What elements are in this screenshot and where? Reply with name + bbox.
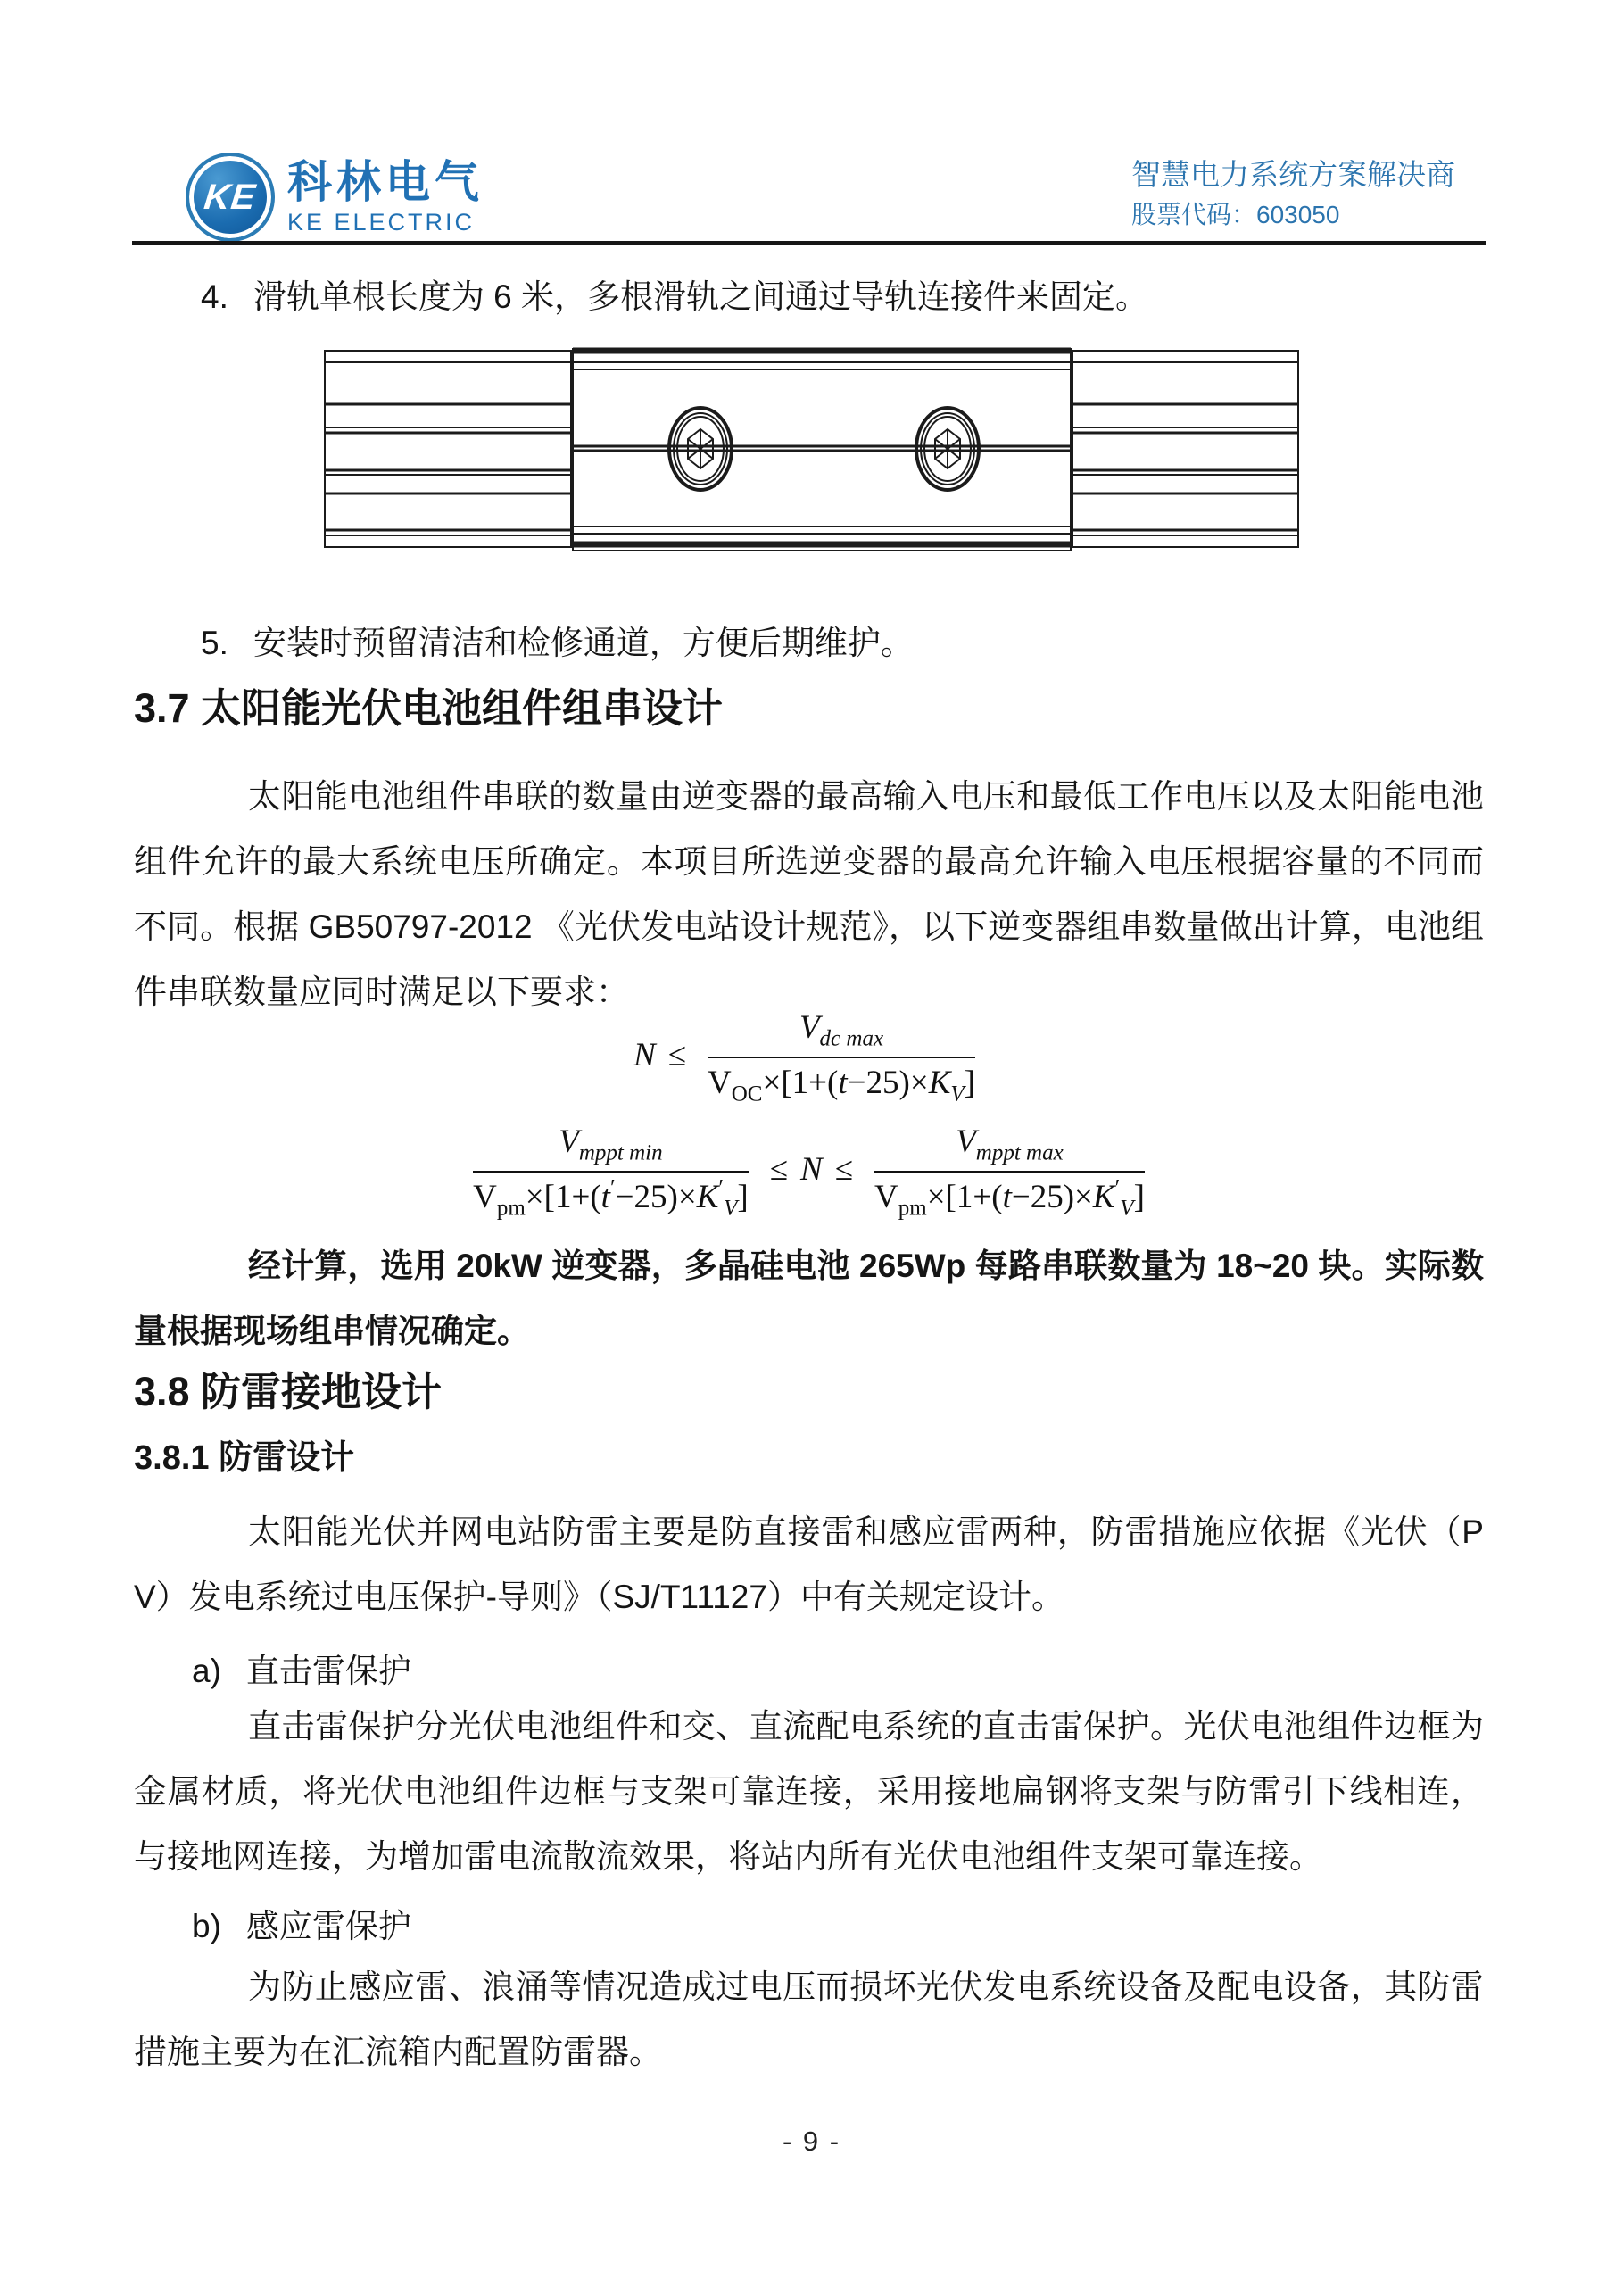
- k-prime: ′: [718, 1175, 725, 1202]
- list-item-4-marker: 4.: [201, 278, 228, 315]
- k-sub: V: [1120, 1196, 1134, 1221]
- den-open: ×[1+(: [926, 1179, 1003, 1216]
- list-item-b-marker: b): [192, 1908, 221, 1944]
- page-header: [0, 0, 1623, 261]
- paragraph-lightning-intro: 太阳能光伏并网电站防雷主要是防直接雷和感应雷两种，防雷措施应依据《光伏（PV）发电系统过电压保护-导则》（SJ/T11127）中有关规定设计。: [134, 1513, 1484, 1615]
- formula-series-count-range: [134, 1123, 1484, 1222]
- k-var: K: [696, 1179, 719, 1216]
- left-rail: [325, 351, 571, 547]
- k-prime: ′: [1114, 1175, 1121, 1202]
- v-dcmax: V: [799, 1009, 820, 1046]
- t-var: t: [1002, 1179, 1012, 1216]
- formula-n: N: [800, 1150, 823, 1188]
- bolt-icon: [916, 408, 979, 490]
- den-open: ×[1+(: [525, 1179, 601, 1216]
- v-oc-sub: OC: [731, 1082, 763, 1107]
- brand-name-en: KE ELECTRIC: [287, 209, 476, 236]
- v-pm: V: [473, 1179, 497, 1216]
- den-close: ]: [1133, 1179, 1145, 1216]
- v-oc: V: [708, 1065, 732, 1102]
- v-mpptmin: V: [559, 1123, 579, 1160]
- formula-series-count-max: [134, 1008, 1484, 1107]
- v-pm-sub: pm: [496, 1196, 526, 1221]
- den-mid: −25)×: [1011, 1179, 1093, 1216]
- logo-monogram: KE: [202, 177, 259, 217]
- ke-electric-logo-icon: [186, 153, 275, 242]
- v-dcmax-sub: dc max: [819, 1026, 884, 1051]
- t-prime: ′: [609, 1175, 616, 1202]
- den-mid: −25)×: [615, 1179, 697, 1216]
- v-pm: V: [874, 1179, 898, 1216]
- k-var: K: [928, 1065, 951, 1102]
- list-item-b-text: 感应雷保护: [245, 1908, 411, 1944]
- list-item-5-text: 安装时预留清洁和检修通道，方便后期维护。: [253, 625, 914, 661]
- v-mpptmin-sub: mppt min: [578, 1140, 663, 1165]
- v-mpptmax-sub: mppt max: [975, 1140, 1064, 1165]
- brand-name-cn: 科林电气: [287, 157, 484, 207]
- k-sub: V: [724, 1196, 738, 1221]
- list-item-a-text: 直击雷保护: [245, 1653, 411, 1689]
- den-close: ]: [964, 1065, 975, 1102]
- den-close: ]: [737, 1179, 749, 1216]
- list-item-4: [201, 264, 1486, 329]
- den-mid: −25)×: [847, 1065, 929, 1102]
- leq-sign: ≤: [667, 1036, 686, 1073]
- right-rail: [1072, 351, 1298, 547]
- rail-connector-diagram: [323, 347, 1300, 551]
- page-number: - 9 -: [782, 2126, 841, 2157]
- section-heading-3-8-1: 3.8.1 防雷设计: [134, 1439, 355, 1477]
- list-item-5: [201, 610, 1486, 676]
- leq-sign: ≤: [834, 1150, 853, 1188]
- t-var: t: [600, 1179, 610, 1216]
- paragraph-string-design: 太阳能电池组件串联的数量由逆变器的最高输入电压和最低工作电压以及太阳能电池组件允许的最大系统电压所确定。本项目所选逆变器的最高允许输入电压根据容量的不同而不同。根据 GB50797-2012 《光伏发电站设计规范》，以下逆变器组串数量做出计算，电池组件串联数量应同时满足以下要求：: [134, 778, 1484, 1010]
- bolt-icon: [669, 408, 732, 490]
- paragraph-direct-lightning: 直击雷保护分光伏电池组件和交、直流配电系统的直击雷保护。光伏电池组件边框为金属材质，将光伏电池组件边框与支架可靠连接，采用接地扁钢将支架与防雷引下线相连，与接地网连接，为增加雷电流散流效果，将站内所有光伏电池组件支架可靠连接。: [134, 1708, 1484, 1875]
- leq-sign: ≤: [769, 1150, 788, 1188]
- v-mpptmax: V: [956, 1123, 976, 1160]
- list-item-a-marker: a): [192, 1653, 221, 1689]
- t-var: t: [838, 1065, 848, 1102]
- list-item-4-text: 滑轨单根长度为 6 米，多根滑轨之间通过导轨连接件来固定。: [253, 278, 1148, 315]
- den-open: ×[1+(: [762, 1065, 839, 1102]
- paragraph-induced-lightning: 为防止感应雷、浪涌等情况造成过电压而损坏光伏发电系统设备及配电设备，其防雷措施主要为在汇流箱内配置防雷器。: [134, 1969, 1484, 2070]
- company-tagline: 智慧电力系统方案解决商: [1131, 158, 1455, 191]
- header-rule: [132, 241, 1486, 245]
- stock-code: 股票代码：603050: [1131, 201, 1340, 228]
- brand-block: [287, 157, 484, 236]
- section-heading-3-8: 3.8 防雷接地设计: [134, 1369, 443, 1414]
- section-heading-3-7: 3.7 太阳能光伏电池组件组串设计: [134, 685, 724, 731]
- k-sub: V: [950, 1082, 965, 1107]
- paragraph-calculation-result: 经计算，选用 20kW 逆变器，多晶硅电池 265Wp 每路串联数量为 18~20 块。实际数量根据现场组串情况确定。: [134, 1247, 1484, 1349]
- header-right-block: [1131, 157, 1488, 230]
- formula-n: N: [633, 1036, 656, 1073]
- rail-connector-plate: [573, 348, 1071, 551]
- k-var: K: [1092, 1179, 1115, 1216]
- v-pm-sub: pm: [898, 1196, 927, 1221]
- list-item-5-marker: 5.: [201, 625, 228, 661]
- list-item-b: [192, 1894, 1477, 1959]
